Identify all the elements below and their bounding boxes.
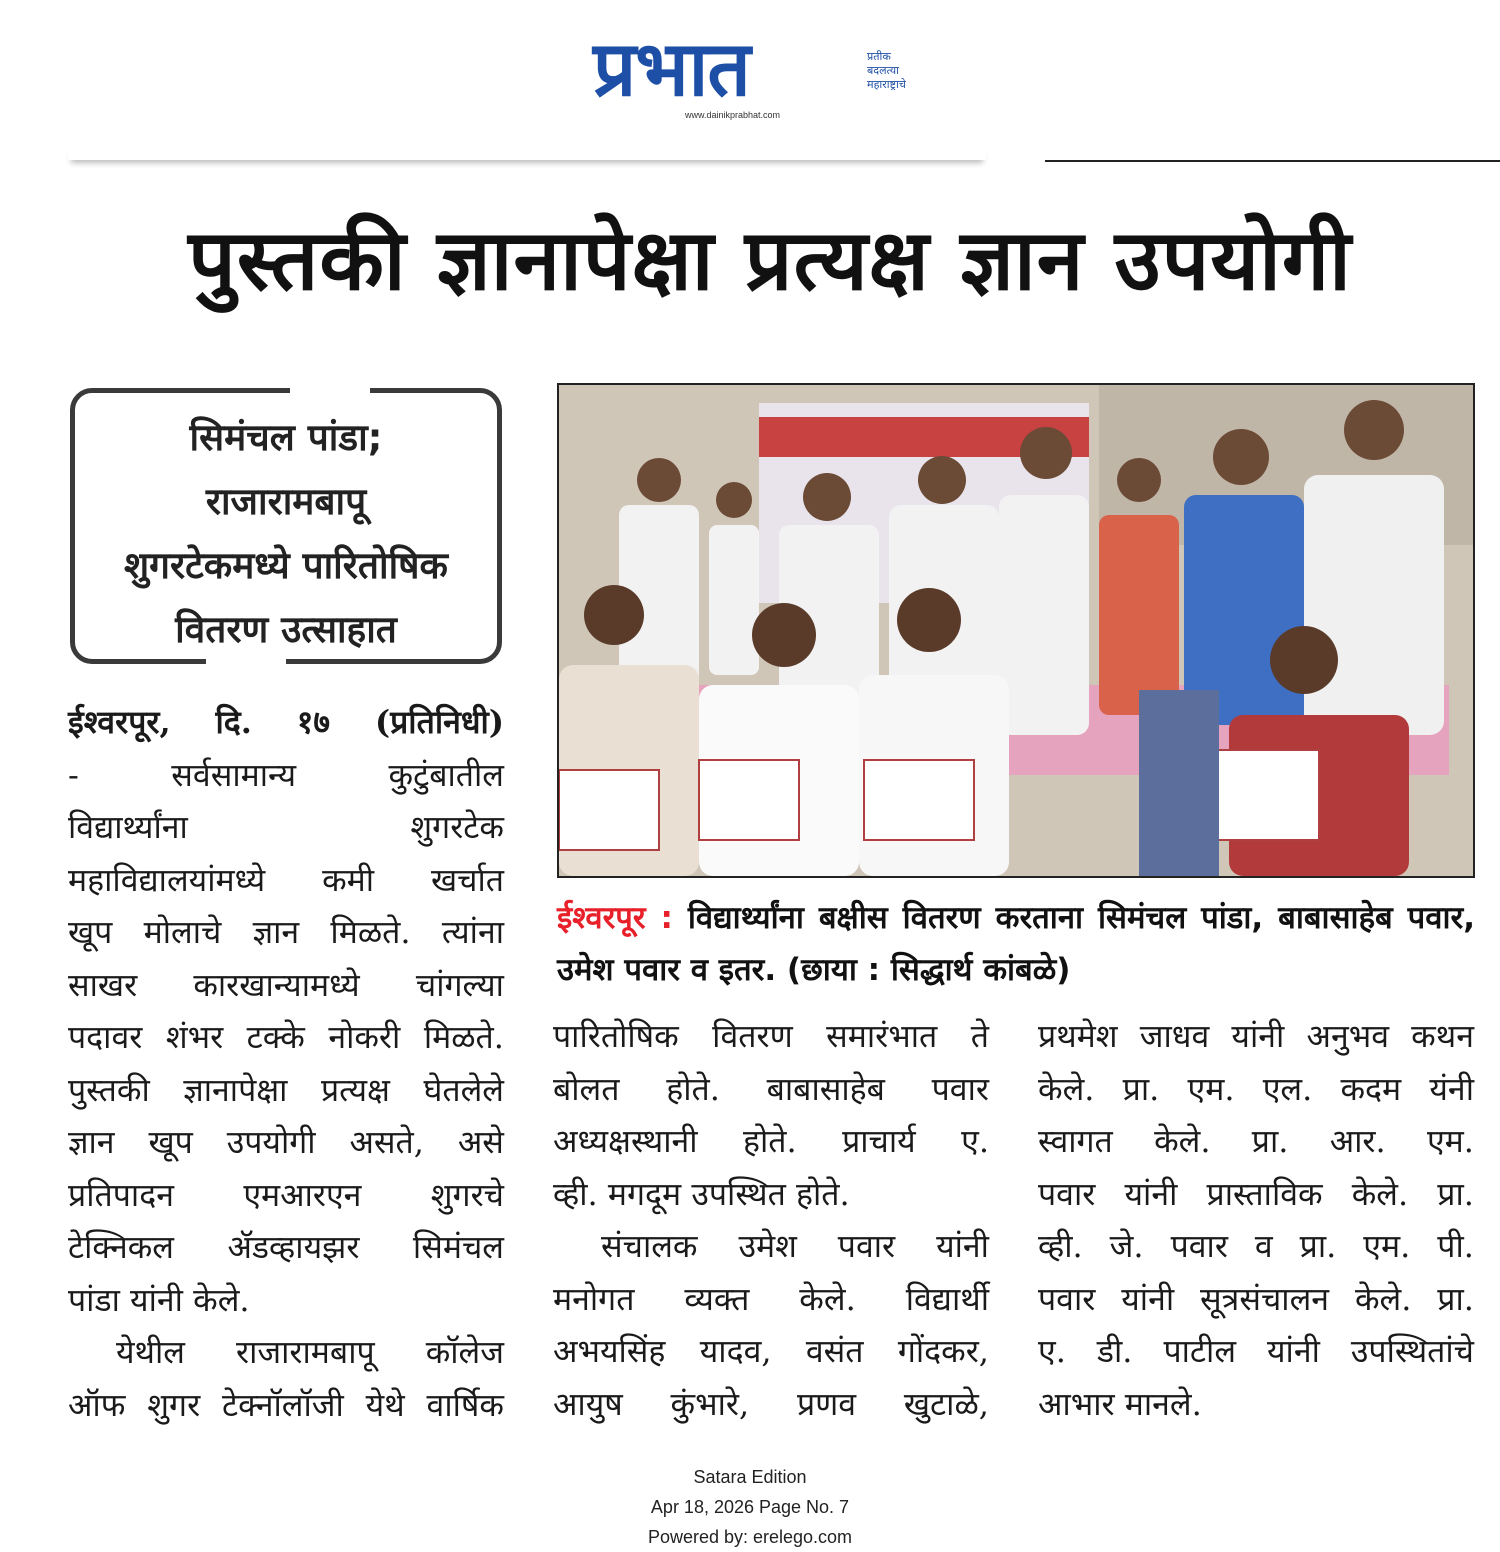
deck-line: वितरण उत्साहात [175,608,397,651]
tagline-line: प्रतीक [867,50,891,63]
word: ईश्वरपूर, [68,703,171,741]
deck-line: सिमंचल पांडा; [189,416,383,459]
word: ज्ञान [252,913,300,951]
word: पवार [931,1069,989,1108]
word: असते, [349,1123,424,1161]
text-line [553,1168,989,1221]
text-line [68,1221,504,1274]
word: प्रथमेश [1038,1017,1118,1055]
text-line [68,749,504,802]
word: अध्यक्षस्थानी [553,1122,698,1160]
word: ऑफ [68,1385,126,1424]
edition-label: Satara Edition [693,1467,807,1487]
word: टक्के [246,1018,305,1056]
caption-place: ईश्वरपूर : [557,900,673,936]
word: प्रा. [1122,1069,1160,1108]
word: समारंभात [826,1017,938,1055]
word: होते. [666,1069,720,1108]
word: टेक्नॉलॉजी [222,1385,344,1424]
text-line [68,1326,504,1379]
word: मनोगत [553,1279,635,1318]
text-line [553,1115,989,1168]
word: ज्ञान [68,1123,115,1161]
text-line [68,1011,504,1064]
word: पवार [1038,1279,1096,1318]
word: स्वागत [1038,1122,1113,1160]
tagline-line: महाराष्ट्राचे [867,78,906,91]
masthead-rule [1045,160,1500,162]
word: प्रतिपादन [68,1175,174,1214]
word: - [68,755,79,794]
text-line [68,801,504,854]
word: सूत्रसंचालन [1200,1279,1330,1318]
word: खुटाळे, [903,1384,989,1423]
text-line [553,1273,989,1326]
masthead-divider [68,146,986,160]
word: अभयसिंह [553,1332,666,1370]
word: सिमंचल [412,1228,504,1266]
word: आर. [1329,1122,1386,1160]
word: यंनी [1429,1069,1474,1108]
word: पाटील [1163,1332,1237,1370]
deck-line: राजारामबापू [205,480,367,523]
word: आयुष [553,1384,623,1423]
word: प्रा. [1299,1227,1337,1265]
website-url: www.dainikprabhat.com [685,110,781,120]
article-column-2 [553,1010,989,1430]
word: ए. [961,1122,989,1160]
text-line [553,1220,989,1273]
text-line [68,959,504,1012]
powered-by-link[interactable]: Powered by: erelego.com [647,1527,853,1547]
word: असे [457,1123,504,1161]
word: कुंभारे, [670,1384,750,1423]
word: व्ही. [1038,1227,1083,1265]
text-line [68,1116,504,1169]
logo-tagline [867,50,937,92]
logo-text: प्रभात [593,24,750,113]
page-footer [550,1462,950,1552]
word: केले. [1154,1122,1211,1160]
word: त्यांना [441,913,504,951]
word: एमआरएन [243,1175,362,1214]
text-line [1038,1063,1474,1116]
text-line [1038,1220,1474,1273]
word: केले. [1354,1279,1412,1318]
word: कदम [1340,1069,1402,1108]
dateline [68,696,504,749]
word: वसंत [805,1332,864,1370]
word: घेतलेले [423,1070,504,1109]
word: बोलत [553,1069,620,1108]
word: केले. [1038,1069,1095,1108]
word: राजारामबापू [236,1333,375,1371]
word: (प्रतिनिधी) [374,703,504,741]
word: महाविद्यालयांमध्ये [68,860,266,899]
word: दि. [215,703,252,741]
word: जे. [1109,1227,1144,1265]
tagline-line: बदलत्या [867,64,899,77]
word: अनुभव [1306,1017,1389,1055]
word: कॉलेज [425,1333,504,1371]
photo-caption [557,892,1475,996]
word: नोकरी [328,1018,401,1056]
date-page-label: Apr 18, 2026 Page No. 7 [650,1497,850,1517]
word: कारखान्यामध्ये [193,965,360,1004]
word: प्रत्यक्ष [320,1070,390,1109]
word: डी. [1096,1332,1133,1370]
word: बाबासाहेब [766,1069,885,1108]
masthead [0,0,1500,170]
word: वार्षिक [426,1385,504,1424]
word: प्रा. [1437,1279,1474,1318]
word: १७ [296,703,331,741]
word: पदावर [68,1018,143,1056]
text-line [553,1063,989,1116]
word: कुटुंबातील [388,755,504,794]
word: ते [970,1017,989,1055]
word: यांनी [936,1227,989,1265]
word: कथन [1411,1017,1474,1055]
word: ए. [1038,1332,1066,1370]
word: शुगरचे [430,1175,504,1214]
word: विद्यार्थ्यांना [68,808,188,846]
word: एम. [1187,1069,1235,1108]
text-line [68,1064,504,1117]
photo-illustration [559,385,1473,876]
word: गोंदकर, [897,1332,989,1370]
word: शंभर [165,1018,224,1056]
text-line-content: आभार मानले. [1038,1384,1202,1423]
text-line [1038,1325,1474,1378]
word: वितरण [712,1017,793,1055]
word: केले. [799,1279,856,1318]
word: यांनी [1121,1279,1175,1318]
word: यादव, [699,1332,772,1370]
text-line [68,854,504,907]
text-line [553,1010,989,1063]
text-line [68,1169,504,1222]
text-line [68,906,504,959]
text-line [1038,1273,1474,1326]
text-line [1038,1115,1474,1168]
word: येथील [116,1333,185,1371]
word: मिळते. [423,1018,504,1056]
text-line [553,1325,989,1378]
text-line [553,1378,989,1431]
word: प्रा. [1251,1122,1289,1160]
word: खूप [148,1123,193,1161]
word: उपयोगी [226,1123,316,1161]
word: केले. [1351,1174,1409,1213]
text-line [68,1379,504,1432]
word: पवार [837,1227,896,1265]
word: प्रास्ताविक [1206,1174,1323,1213]
word: व [1254,1227,1273,1265]
word: पारितोषिक [553,1017,679,1055]
deck-border-gap [290,380,370,394]
text-line [68,1274,504,1327]
word: शुगर [147,1385,201,1424]
text-line [1038,1168,1474,1221]
word: कमी [322,860,375,899]
article-headline: पुस्तकी ज्ञानापेक्षा प्रत्यक्ष ज्ञान उपयोगी [188,211,1352,309]
word: होते. [742,1122,797,1160]
newspaper-logo [585,26,945,126]
word: ॲडव्हायझर [227,1228,360,1266]
news-photo [557,383,1475,878]
article-column-3 [1038,1010,1474,1430]
word: पवार [1038,1174,1096,1213]
word: व्यक्त [684,1279,750,1318]
caption-text: विद्यार्थ्यांना बक्षीस वितरण करताना सिमंचल पांडा, बाबासाहेब पवार, उमेश पवार व इतर. (छाया : सिद्धार्थ कांबळे) [557,900,1475,988]
word: पवार [1170,1227,1228,1265]
word: प्राचार्य [842,1122,916,1160]
text-line [1038,1378,1474,1431]
word: यांनी [1231,1017,1285,1055]
word: यांनी [1267,1332,1320,1370]
word: उमेश [738,1227,797,1265]
word: उपस्थितांचे [1350,1332,1474,1370]
word: साखर [68,965,138,1004]
word: खर्चात [430,860,504,899]
word: पुस्तकी [68,1070,150,1109]
word: एम. [1363,1227,1411,1265]
word: मोलाचे [143,913,222,951]
deck-line: शुगरटेकमध्ये पारितोषिक [124,544,448,587]
text-line-content: व्ही. मगदूम उपस्थित होते. [553,1174,850,1213]
word: मिळते. [330,913,411,951]
word: संचालक [601,1227,698,1265]
text-line [1038,1010,1474,1063]
word: एम. [1426,1122,1474,1160]
word: विद्यार्थी [905,1279,989,1318]
word: प्रणव [796,1384,857,1423]
word: जाधव [1139,1017,1210,1055]
word: ज्ञानापेक्षा [183,1070,288,1109]
word: यांनी [1124,1174,1178,1213]
word: खूप [68,913,113,951]
text-line-content: पांडा यांनी केले. [68,1280,250,1319]
word: पी. [1437,1227,1474,1265]
word: एल. [1262,1069,1313,1108]
article-column-1 [68,696,504,1431]
word: सर्वसामान्य [171,755,297,794]
word: चांगल्या [415,965,504,1004]
word: प्रा. [1437,1174,1474,1213]
word: टेक्निकल [68,1228,174,1266]
word: शुगरटेक [410,808,504,846]
word: येथे [365,1385,405,1424]
deck-text [76,406,496,662]
